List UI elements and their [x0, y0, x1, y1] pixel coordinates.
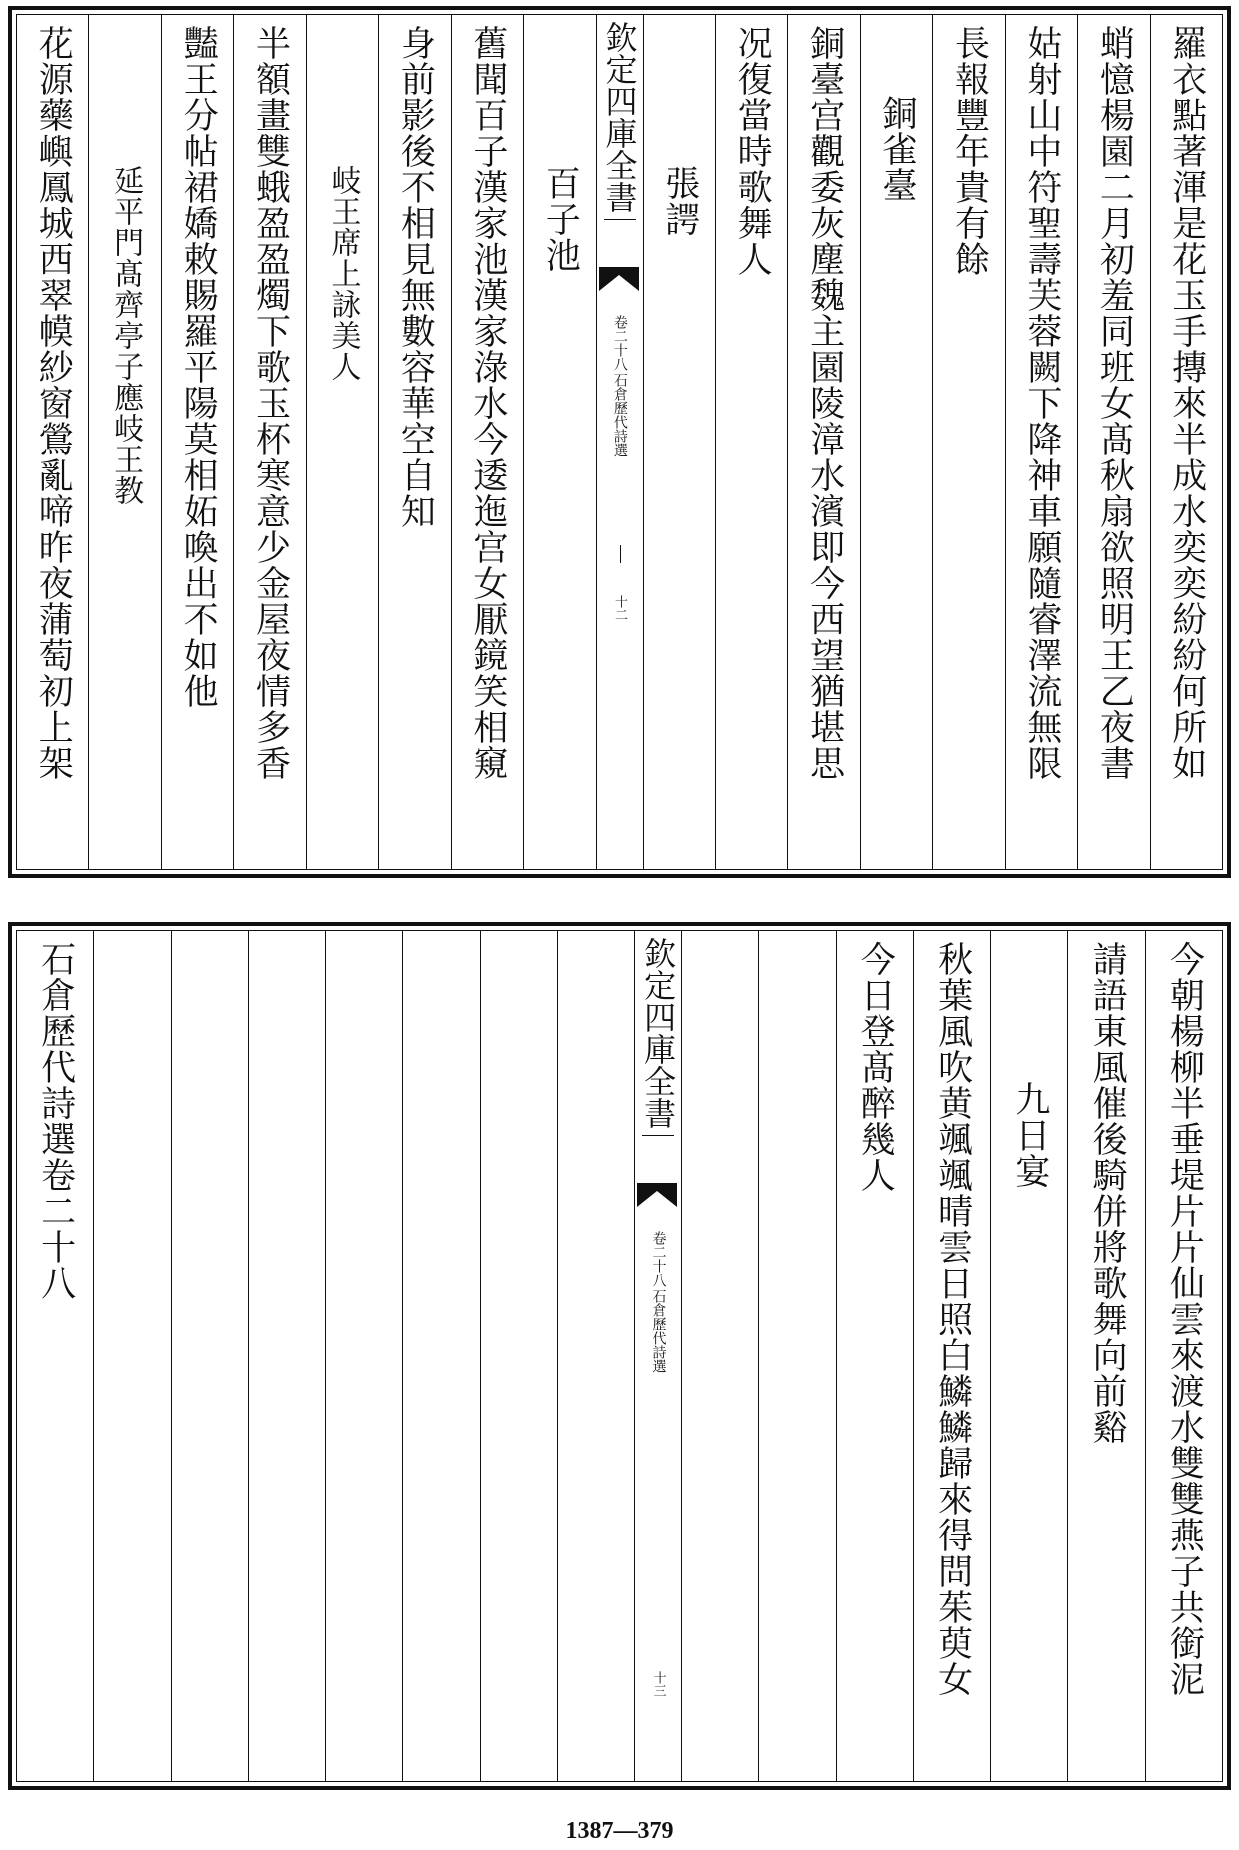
poem-line: 花源藥嶼鳳城西翠幙紗窗鶯亂啼昨夜蒲萄初上架: [33, 25, 74, 781]
poem-line: 舊聞百子漢家池漢家淥水今逶迤宫女厭鏡笑相窺: [467, 25, 508, 781]
book-title: 欽定四庫全書: [604, 21, 636, 220]
text-column: [17, 931, 93, 1781]
text-column: [325, 931, 402, 1781]
volume-end-title: 石倉歷代詩選卷二十八: [35, 941, 76, 1301]
text-column: [480, 931, 557, 1781]
text-column: [1077, 15, 1149, 869]
text-column: [990, 931, 1067, 1781]
poem-title: 銅雀臺: [877, 95, 918, 203]
page-number: 十三: [650, 1671, 666, 1697]
book-title: 欽定四庫全書: [642, 937, 674, 1136]
text-column: [758, 931, 835, 1781]
fold-column: [596, 15, 643, 869]
fold-column: [634, 931, 681, 1781]
text-column: [860, 15, 932, 869]
poem-title: 岐王席上詠美人: [325, 165, 361, 382]
poem-line: 半額畫雙蛾盈盈燭下歌玉杯寒意少金屋夜情多香: [250, 25, 291, 781]
volume-label: 卷二十八: [650, 1231, 667, 1287]
poem-line: 銅臺宫觀委灰塵魏主園陵漳水濱即今西望猶堪思: [804, 25, 845, 781]
bottom-page: [8, 922, 1231, 1790]
text-column: [306, 15, 378, 869]
poem-line: 况復當時歌舞人: [732, 25, 773, 277]
poem-line: 姑射山中符聖壽芙蓉闕下降神車願隨睿澤流無限: [1021, 25, 1062, 781]
text-column: [715, 15, 787, 869]
poem-line: 豔王分帖裙嬌敕賜羅平陽莫相妬喚出不如他: [178, 25, 219, 709]
side-title: 石倉歷代詩選: [611, 373, 628, 457]
side-title-block: [612, 315, 627, 457]
text-column: [17, 15, 88, 869]
volume-label: 卷二十八: [611, 315, 628, 371]
fish-tail-mark-icon: [637, 1183, 677, 1207]
text-column: [913, 931, 990, 1781]
text-column: [932, 15, 1004, 869]
text-column: [248, 931, 325, 1781]
top-page: [8, 6, 1231, 878]
poem-line: 今日登髙醉幾人: [855, 941, 896, 1193]
text-column: [233, 15, 305, 869]
column-grid: [16, 14, 1223, 870]
text-column: [523, 15, 595, 869]
text-column: [557, 931, 634, 1781]
text-column: [1067, 931, 1144, 1781]
fish-tail-mark-icon: [599, 267, 639, 291]
poem-line: 羅衣點著渾是花玉手摶來半成水奕奕紛紛何所如: [1166, 25, 1207, 781]
text-column: [1150, 15, 1222, 869]
poem-line: 身前影後不相見無數容華空自知: [395, 25, 436, 529]
page-reference: 1387—379: [565, 1818, 674, 1844]
poem-title: 延平門髙齊亭子應岐王教: [108, 165, 144, 506]
tick-mark: [620, 545, 621, 563]
text-column: [402, 931, 479, 1781]
text-column: [451, 15, 523, 869]
side-title-block: [651, 1231, 666, 1373]
poem-line: 請語東風催後騎併將歌舞向前谿: [1087, 941, 1128, 1445]
text-column: [643, 15, 715, 869]
text-column: [1005, 15, 1077, 869]
column-grid: [16, 930, 1223, 1782]
text-column: [93, 931, 170, 1781]
text-column: [681, 931, 758, 1781]
text-column: [161, 15, 233, 869]
poem-line: 今朝楊柳半垂堤片片仙雲來渡水雙雙燕子共銜泥: [1164, 941, 1205, 1697]
side-title: 石倉歷代詩選: [650, 1289, 667, 1373]
poem-line: 長報豐年貴有餘: [949, 25, 990, 277]
poem-title: 百子池: [540, 165, 581, 273]
poem-line: 秋葉風吹黄颯颯晴雲日照白鱗鱗歸來得問茱萸女: [932, 941, 973, 1697]
text-column: [378, 15, 450, 869]
poem-title: 九日宴: [1009, 1081, 1050, 1189]
text-column: [171, 931, 248, 1781]
page-number: 十二: [612, 595, 627, 621]
text-column: [787, 15, 859, 869]
text-column: [88, 15, 160, 869]
author-name: 張諤: [659, 165, 700, 237]
poem-line: 蛸憶楊園二月初羞同班女髙秋扇欲照明王乙夜書: [1094, 25, 1135, 781]
text-column: [1145, 931, 1222, 1781]
text-column: [836, 931, 913, 1781]
